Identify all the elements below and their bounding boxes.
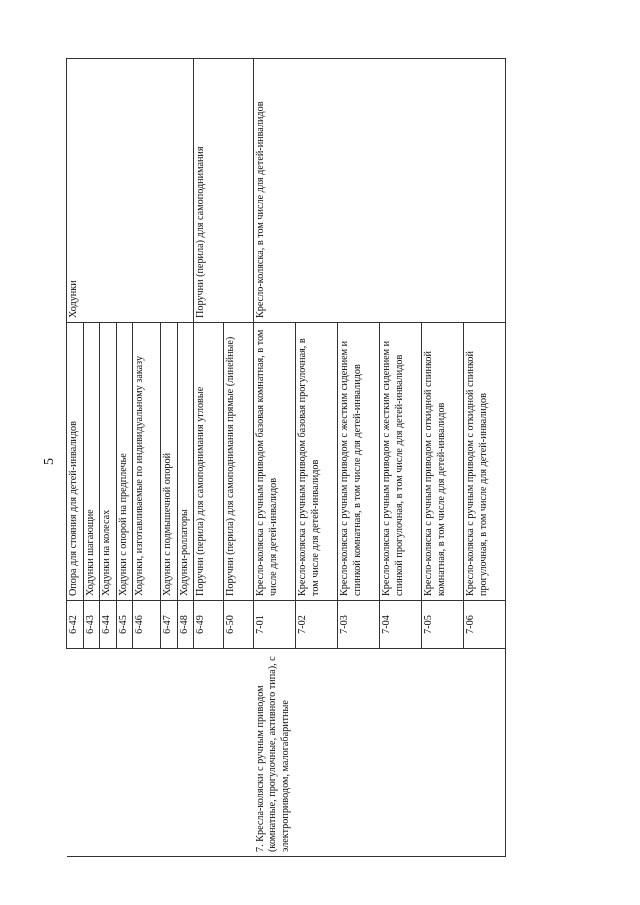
- table-row: [194, 59, 224, 857]
- item-code: 6-47: [161, 601, 178, 649]
- section-cell: [161, 649, 178, 857]
- section-cell: [177, 649, 194, 857]
- item-name: Ходунки на колесах: [100, 323, 117, 601]
- item-name: Ходунки шагающие: [83, 323, 100, 601]
- item-code: 6-44: [100, 601, 117, 649]
- table-row: [254, 59, 296, 857]
- section-cell: [83, 649, 100, 857]
- page-number: 5: [42, 458, 57, 465]
- item-name: Опора для стояния для детей-инвалидов: [67, 323, 84, 601]
- item-name: Поручни (перила) для самоподнимания прямые (линейные): [224, 323, 254, 601]
- section-cell: [100, 649, 117, 857]
- item-code: 7-01: [254, 601, 296, 649]
- section-cell: [224, 649, 254, 857]
- category-cell: Кресло-коляска, в том числе для детей-инвалидов: [254, 59, 506, 323]
- section-cell: [133, 649, 161, 857]
- item-code: 7-03: [338, 601, 380, 649]
- item-code: 6-50: [224, 601, 254, 649]
- item-code: 7-04: [380, 601, 422, 649]
- category-cell: Ходунки: [67, 59, 194, 323]
- items-table: [66, 58, 506, 857]
- item-code: 7-02: [296, 601, 338, 649]
- item-name: Кресло-коляска с ручным приводом с жестким сидением и спинкой комнатная, в том числе для детей-инвалидов: [338, 323, 380, 601]
- category-cell: Поручни (перила) для самоподнимания: [194, 59, 254, 323]
- item-name: Кресло-коляска с ручным приводом с откидной спинкой прогулочная, в том числе для детей-инвалидов: [464, 323, 506, 601]
- item-name: Ходунки-роллаторы: [177, 323, 194, 601]
- item-code: 7-05: [422, 601, 464, 649]
- item-name: Поручни (перила) для самоподнимания угловые: [194, 323, 224, 601]
- item-code: 6-48: [177, 601, 194, 649]
- item-name: Ходунки с подмышечной опорой: [161, 323, 178, 601]
- item-name: Ходунки, изготавливаемые по индивидуальному заказу: [133, 323, 161, 601]
- section-cell: [67, 649, 84, 857]
- table-row: [67, 59, 84, 857]
- item-code: 7-06: [464, 601, 506, 649]
- item-code: 6-42: [67, 601, 84, 649]
- section-title: 7. Кресла-коляски с ручным приводом (комнатные, прогулочные, активного типа), с электроприводом, малогабаритные: [254, 649, 506, 857]
- item-name: Ходунки с опорой на предплечье: [116, 323, 133, 601]
- item-name: Кресло-коляска с ручным приводом базовая комнатная, в том числе для детей-инвалидов: [254, 323, 296, 601]
- item-code: 6-45: [116, 601, 133, 649]
- item-code: 6-43: [83, 601, 100, 649]
- item-name: Кресло-коляска с ручным приводом с жестким сидением и спинкой прогулочная, в том числе для детей-инвалидов: [380, 323, 422, 601]
- item-name: Кресло-коляска с ручным приводом базовая прогулочная, в том числе для детей-инвалидов: [296, 323, 338, 601]
- item-name: Кресло-коляска с ручным приводом с откидной спинкой комнатная, в том числе для детей-инвалидов: [422, 323, 464, 601]
- section-cell: [194, 649, 224, 857]
- item-code: 6-49: [194, 601, 224, 649]
- section-cell: [116, 649, 133, 857]
- item-code: 6-46: [133, 601, 161, 649]
